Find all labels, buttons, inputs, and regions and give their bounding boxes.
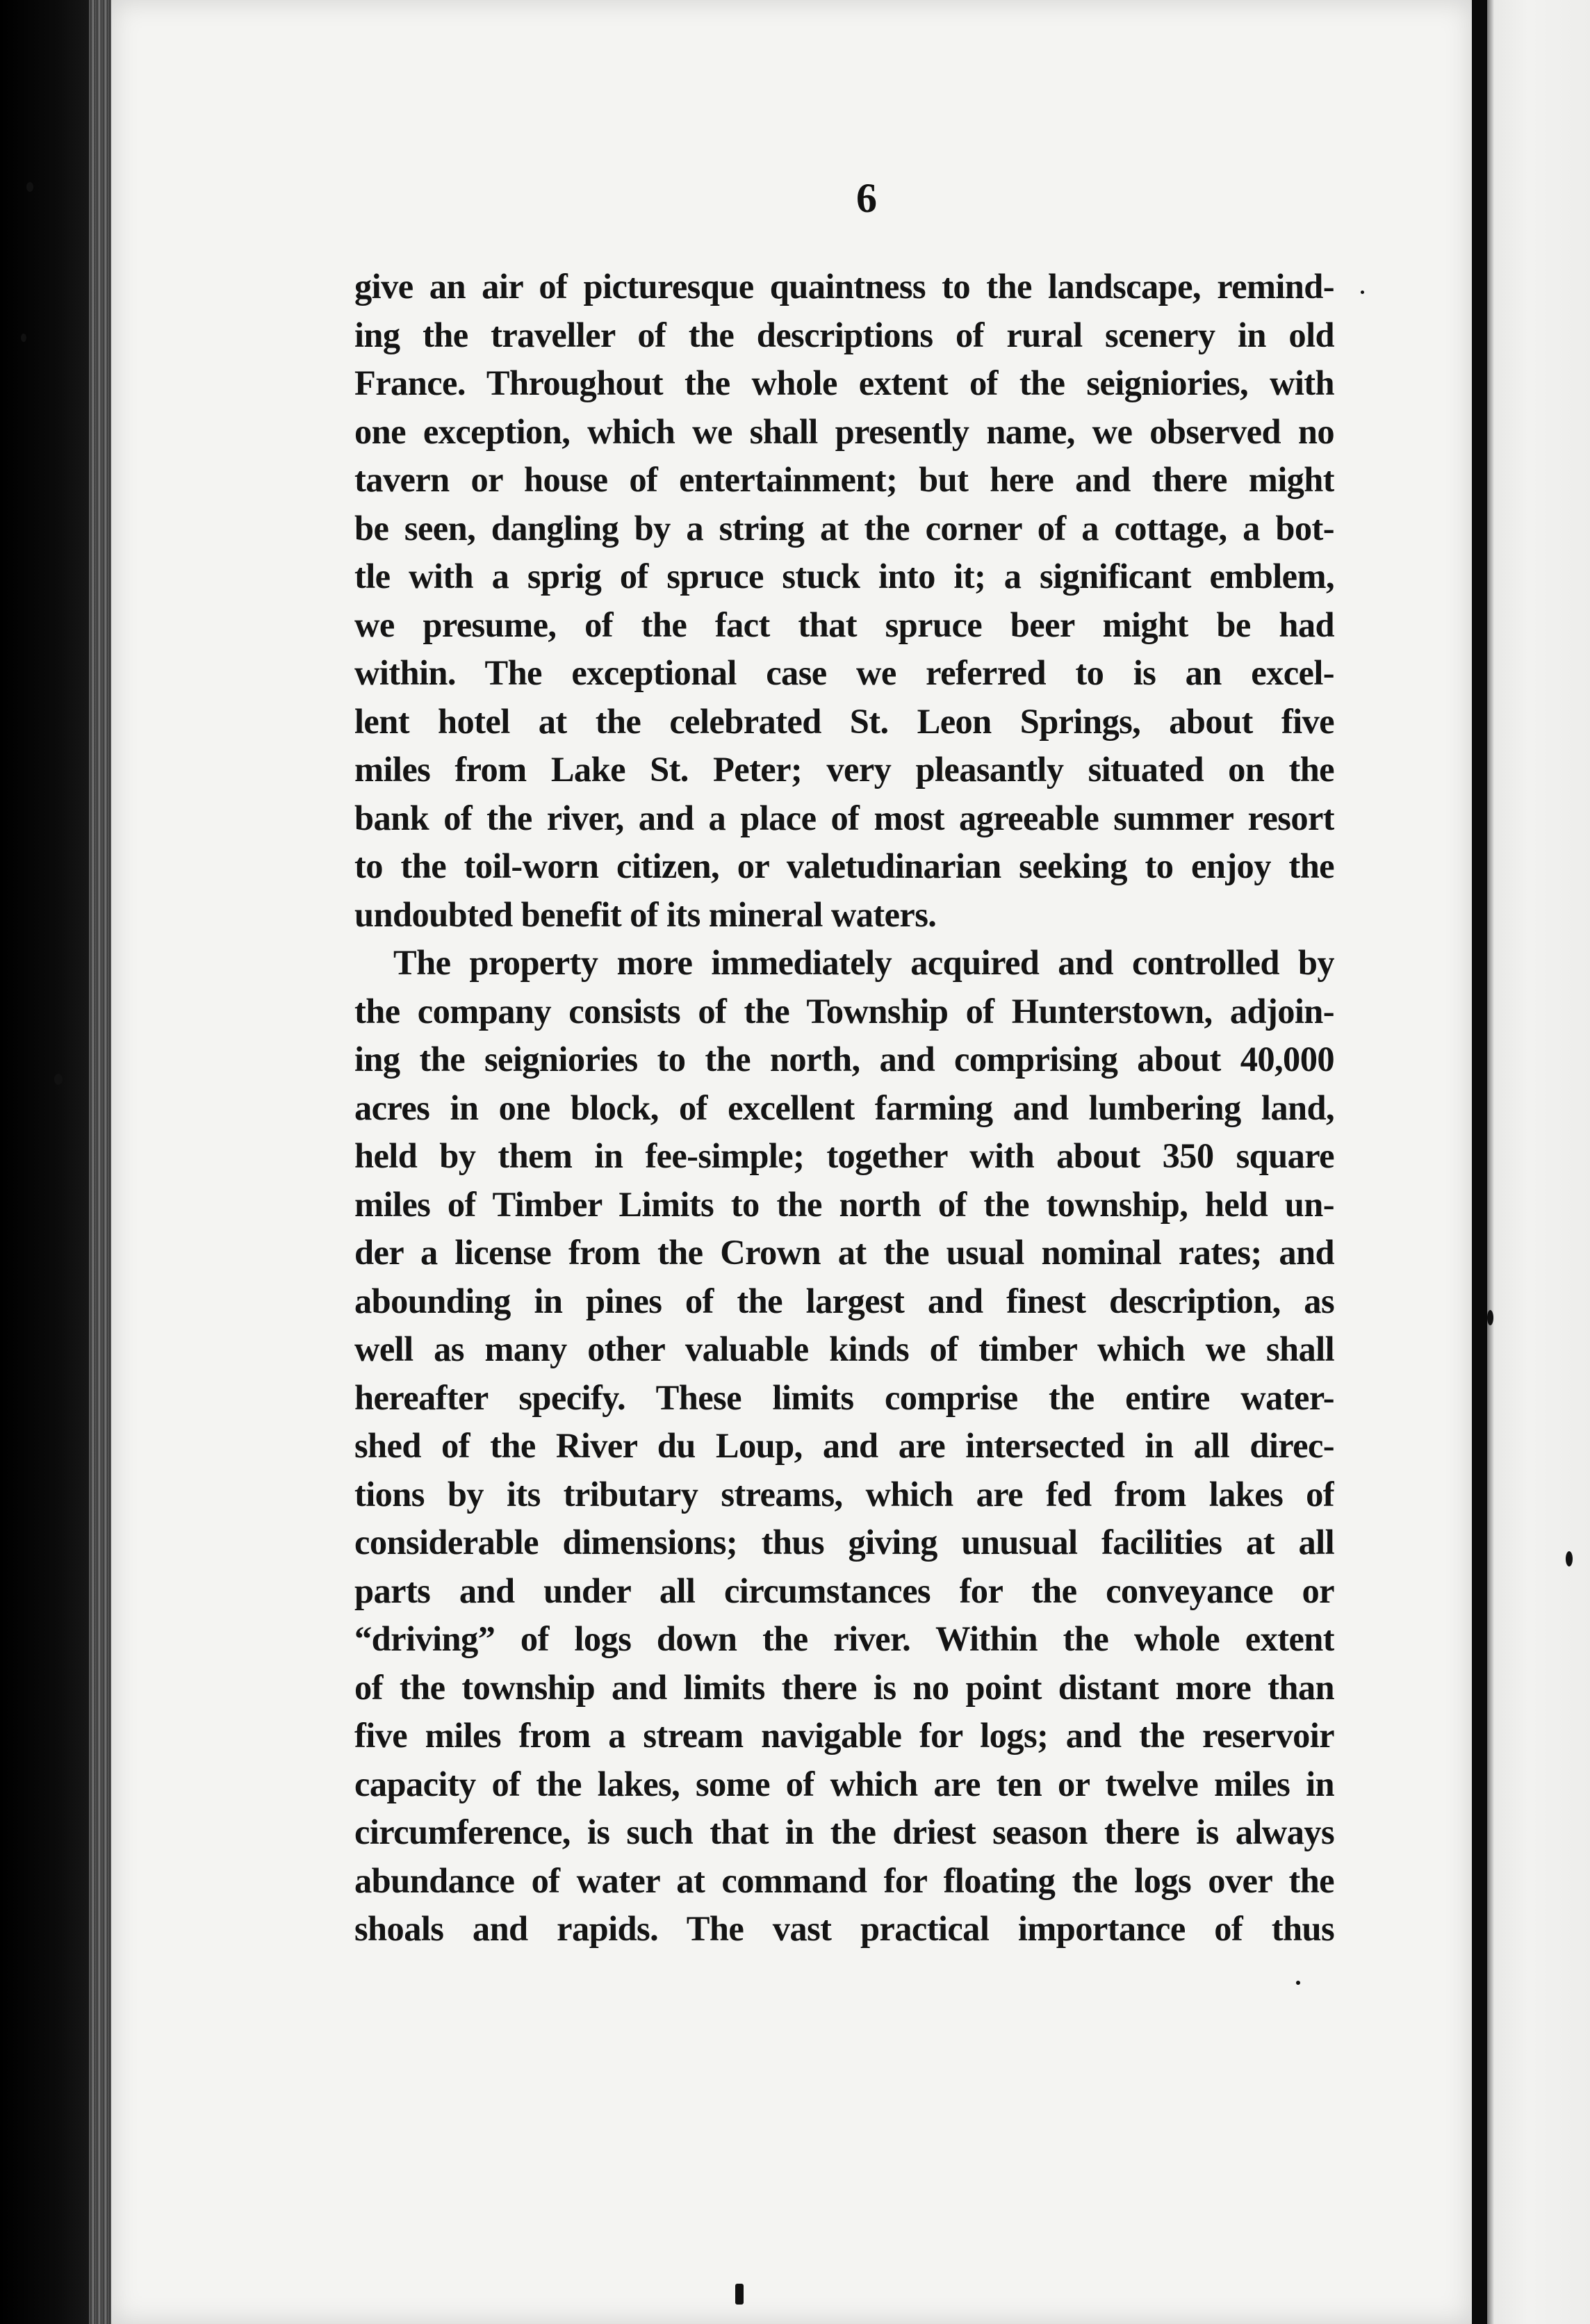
text-line: we presume, of the fact that spruce beer might be had xyxy=(354,605,1334,644)
text-line: acres in one block, of excellent farming and lumbering land, xyxy=(354,1088,1334,1127)
text-line: France. Throughout the whole extent of the seigniories, with xyxy=(354,363,1334,402)
text-line: der a license from the Crown at the usual nominal rates; and xyxy=(354,1233,1334,1272)
scan-speck xyxy=(1566,1551,1573,1566)
text-line: shed of the River du Loup, and are intersected in all direc- xyxy=(354,1426,1334,1465)
text-line: held by them in fee-simple; together with about 350 square xyxy=(354,1136,1334,1175)
text-line: of the township and limits there is no point distant more than xyxy=(354,1667,1334,1707)
text-line: abundance of water at command for floating the logs over the xyxy=(354,1860,1334,1900)
text-line: tions by its tributary streams, which are fed from lakes of xyxy=(354,1474,1334,1514)
text-line: “driving” of logs down the river. Within the whole extent xyxy=(354,1619,1334,1658)
text-line: ing the traveller of the descriptions of rural scenery in old xyxy=(354,315,1334,354)
text-line: tle with a sprig of spruce stuck into it; a significant emblem, xyxy=(354,557,1334,596)
scan-speck xyxy=(54,1074,63,1085)
text-line: tavern or house of entertainment; but here and there might xyxy=(354,460,1334,499)
page-number: 6 xyxy=(856,175,877,221)
text-line: the company consists of the Township of Hunterstown, adjoin- xyxy=(354,991,1334,1031)
scan-speck xyxy=(21,334,26,342)
text-line: five miles from a stream navigable for logs; and the reservoir xyxy=(354,1716,1334,1755)
scan-speck xyxy=(1361,290,1364,294)
text-line: give an air of picturesque quaintness to the landscape, remind- xyxy=(354,267,1334,306)
scan-speck xyxy=(1296,1981,1300,1985)
text-line: The property more immediately acquired and controlled by xyxy=(393,943,1334,982)
scan-speck xyxy=(735,2284,744,2305)
text-line: circumference, is such that in the driest season there is always xyxy=(354,1812,1334,1851)
text-line: abounding in pines of the largest and finest description, as xyxy=(354,1281,1334,1320)
facing-page-shadow xyxy=(1487,0,1494,2324)
scan-speck xyxy=(1487,1310,1493,1325)
body-text xyxy=(354,263,1334,1954)
text-line: be seen, dangling by a string at the corner of a cottage, a bot- xyxy=(354,508,1334,548)
facing-page-edge xyxy=(1487,0,1590,2324)
text-line: undoubted benefit of its mineral waters. xyxy=(354,894,937,934)
text-line: miles from Lake St. Peter; very pleasantly situated on the xyxy=(354,750,1334,789)
text-line: within. The exceptional case we referred to is an excel- xyxy=(354,653,1334,692)
text-line: ing the seigniories to the north, and comprising about 40,000 xyxy=(354,1040,1334,1079)
text-line: considerable dimensions; thus giving unusual facilities at all xyxy=(354,1523,1334,1562)
text-line: capacity of the lakes, some of which are ten or twelve miles in xyxy=(354,1764,1334,1803)
text-line: miles of Timber Limits to the north of the township, held un- xyxy=(354,1184,1334,1224)
text-line: bank of the river, and a place of most agreeable summer resort xyxy=(354,798,1334,837)
text-line: well as many other valuable kinds of timber which we shall xyxy=(354,1329,1334,1368)
page-gutter xyxy=(1472,0,1487,2324)
text-line: lent hotel at the celebrated St. Leon Springs, about five xyxy=(354,701,1334,741)
text-line: hereafter specify. These limits comprise the entire water- xyxy=(354,1377,1334,1417)
text-line: shoals and rapids. The vast practical importance of thus xyxy=(354,1909,1334,1948)
text-line: parts and under all circumstances for the conveyance or xyxy=(354,1571,1334,1610)
text-line: to the toil-worn citizen, or valetudinarian seeking to enjoy the xyxy=(354,846,1334,885)
text-line: one exception, which we shall presently name, we observed no xyxy=(354,411,1334,451)
